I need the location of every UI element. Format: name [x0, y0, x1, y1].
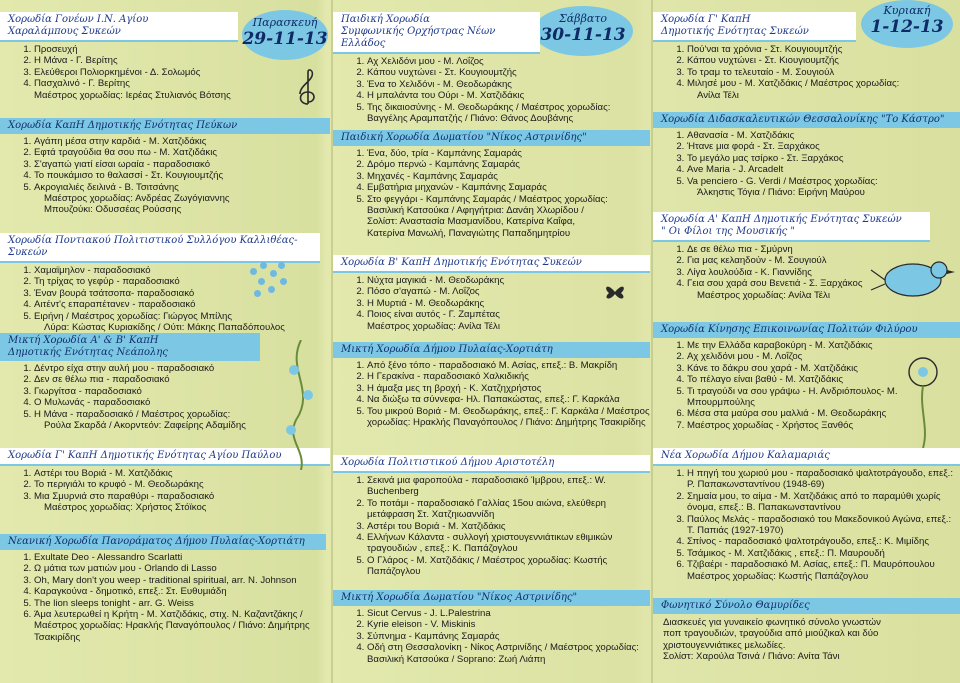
column-friday [0, 0, 330, 683]
song-list [653, 44, 960, 90]
list-item: 3. Ελεύθεροι Πολιορκημένοι - Δ. Σολωμός [34, 67, 330, 78]
choir-section [333, 130, 650, 239]
list-item: 5. Του μικρού Βοριά - Μ. Θεοδωράκης, επεξ.: Γ. Καρκάλα / Μαέστρος χορωδίας: Ηρακλής Παναγόπουλος / Πιάνο: Δημήτρης Τσακιρίδης [367, 406, 650, 429]
list-item: 1. Δέντρο είχα στην αυλή μου - παραδοσιακό [34, 363, 330, 374]
list-item: 4. Καραγκούνα - δημοτικό, επεξ.: Στ. Ευθυμιάδη [34, 586, 330, 597]
list-item: 4. Πασχαλινό - Γ. Βερίτης [34, 78, 330, 89]
list-item: 1. Με την Ελλάδα καραβοκύρη - Μ. Χατζιδάκις [687, 340, 960, 351]
list-item: 1. Αχ Χελιδόνι μου - Μ. Λοΐζος [367, 56, 650, 67]
list-item: 4. Η μπαλάντα του Ούρι - Μ. Χατζιδάκις [367, 90, 650, 101]
list-item: 6. Άμα λευτερωθεί η Κρήτη - Μ. Χατζιδάκις, στιχ. Ν. Καζαντζάκης / Μαέστρος χορωδίας: Ηρακλής Παναγόπουλος / Πιάνο: Δημήτρης Τσακιρίδης [34, 609, 330, 643]
choir-section [0, 12, 330, 101]
list-item: 3. Η Μυρτιά - Μ. Θεοδωράκης [367, 298, 650, 309]
list-item: 4. Ave Maria - J. Arcadelt [687, 164, 960, 175]
song-list [333, 475, 650, 578]
list-item: 5. Ακρογιαλιές δειλινά - Β. Τσιτσάνης [34, 182, 330, 193]
conductor-note: Άλκηστις Τόγια / Πιάνο: Ειρήνη Μαύρου [697, 187, 865, 199]
choir-section [653, 598, 960, 663]
choir-section [653, 448, 960, 582]
list-item: 2. Πόσο σ'αγαπώ - Μ. Λοΐζος [367, 286, 650, 297]
list-item: 1. Η πηγή του χωριού μου - παραδοσιακό ψαλτοτράγουδο, επεξ.: Ρ. Παπακωνσταντίνου (1948-69) [687, 468, 960, 491]
section-title: Χορωδία Β' ΚαπΗ Δημοτικής Ενότητας Συκεών [333, 255, 650, 273]
list-item: 5. Της δικαιοσύνης - Μ. Θεοδωράκης / Μαέστρος χορωδίας: [367, 102, 650, 113]
song-list [0, 44, 330, 90]
section-title: Χορωδία Ποντιακού Πολιτιστικού Συλλόγου Καλλιθέας-Συκεών [0, 233, 320, 263]
list-item: 2. Το ποτάμι - παραδοσιακό Γαλλίας 15ου αιώνα, ελεύθερη μετάφραση Στ. Χατζηιωαννίδη [367, 498, 650, 521]
list-item: 3. Λίγα λουλούδια - Κ. Γιαννίδης [687, 267, 960, 278]
conductor-note: Ρούλα Σκαρδά / Ακορντεόν: Ζαφείρης Αδαμίδης [44, 420, 246, 432]
soloist-note: Κατερίνα Μανωλή, Παναγιώτης Παπαδημητρίου [367, 227, 571, 239]
list-item: 2. Kyrie eleison - V. Miskinis [367, 619, 650, 630]
list-item: 2. Κάπου νυχτώνει - Στ. Κιουγιουμτζής [687, 55, 960, 66]
section-title: Νεανική Χορωδία Πανοράματος Δήμου Πυλαίας-Χορτιάτη [0, 534, 326, 550]
list-item: 4. Εμβατήρια μηχανών - Καμπάνης Σαμαράς [367, 182, 650, 193]
description-text: ποπ τραγουδιών, τραγούδια από μιούζικαλ και δύο [663, 628, 879, 640]
section-title: Παιδική Χορωδία Συμφωνικής Ορχήστρας Νέων Ελλάδος [333, 12, 540, 54]
description-text: Διασκευές για γυναικείο φωνητικό σύνολο γνωστών [663, 617, 881, 628]
description-text: χριστουγεννιάτικες μελωδίες. [663, 639, 786, 651]
list-item: 1. Sicut Cervus - J. L.Palestrina [367, 608, 650, 619]
list-item: 2. Ω μάτια των ματιών μου - Orlando di Lasso [34, 563, 330, 574]
section-title: Χορωδία Κίνησης Επικοινωνίας Πολιτών Φιλύρου [653, 322, 960, 338]
list-item: 4. Γεια σου χαρά σου Βενετιά - Σ. Ξαρχάκος [687, 278, 960, 289]
choir-section [333, 342, 650, 428]
section-title: Μικτή Χορωδία Δωματίου "Νίκος Αστρινίδης" [333, 590, 650, 606]
musician-note: Βαγγέλης Αραμπατζής / Πιάνο: Θάνος Δουβάνης [367, 113, 574, 125]
list-item: 4. Οδή στη Θεσσαλονίκη - Νίκος Αστρινίδης / Μαέστρος χορωδίας: Βασιλική Κατσούκα / Soprano: Ζωή Λιάπη [367, 642, 650, 665]
list-item: 4. Το πουκάμισο το θαλασσί - Στ. Κουγιουμτζής [34, 170, 330, 181]
butterfly-icon [603, 282, 627, 302]
list-item: 3. Μια Σμυρνιά στο παραθύρι - παραδοσιακό [34, 491, 330, 502]
choir-section [653, 112, 960, 198]
section-title: Χορωδία Γονέων Ι.Ν. Αγίου Χαραλάμπους Συκεών [0, 12, 238, 42]
list-item: 5. Va penciero - G. Verdi / Μαέστρος χορωδίας: [687, 176, 960, 187]
date-label: 30-11-13 [540, 25, 626, 45]
musician-note: Λύρα: Κώστας Κυριακίδης / Ούτι: Μάκης Παπαδόπουλος [44, 322, 285, 334]
choir-section [653, 12, 960, 101]
list-item: 5. Ειρήνη / Μαέστρος χορωδίας: Γιώργος Μπίλης [34, 311, 330, 322]
song-list [0, 136, 330, 193]
list-item: 2. Δρόμο περνώ - Καμπάνης Σαμαράς [367, 159, 650, 170]
list-item: 2. Ήτανε μια φορά - Στ. Ξαρχάκος [687, 141, 960, 152]
list-item: 3. Η άμαξα μες τη βροχή - Κ. Χατζηχρήστος [367, 383, 650, 394]
column-saturday [333, 0, 650, 683]
choir-section [0, 118, 330, 216]
song-list [653, 130, 960, 187]
list-item: 1. Νύχτα μαγικιά - Μ. Θεοδωράκης [367, 275, 650, 286]
list-item: 1. Πού'ναι τα χρόνια - Στ. Κουγιουμτζής [687, 44, 960, 55]
treble-clef-icon [292, 68, 322, 108]
list-item: 1. Από ξένο τόπο - παραδοσιακό Μ. Ασίας, επεξ.: Β. Μακρίδη [367, 360, 650, 371]
song-list [653, 468, 960, 582]
choir-section [333, 455, 650, 578]
list-item: 4. Σπίνος - παραδοσιακό ψαλτοτράγουδο, επεξ.: Κ. Μιμίδης [687, 536, 960, 547]
list-item: 5. Τι τραγούδι να σου γράψω - Η. Ανδριόπουλος- Μ. Μπουρμπούλης [687, 386, 960, 409]
section-title: Χορωδία Πολιτιστικού Δήμου Αριστοτέλη [333, 455, 650, 473]
song-list [333, 56, 650, 113]
list-item: 4. Ο Μυλωνάς - παραδοσιακό [34, 397, 330, 408]
column-sunday [653, 0, 960, 683]
day-label: Κυριακή [883, 4, 931, 17]
flower-vine-icon [276, 340, 326, 470]
list-item: 2. Το περιγιάλι το κρυφό - Μ. Θεοδωράκης [34, 479, 330, 490]
section-title: Παιδική Χορωδία Δωματίου "Νίκος Αστρινίδης" [333, 130, 650, 146]
list-item: 2. Για μας κελαηδούν - Μ. Σουγιούλ [687, 255, 960, 266]
list-item: 2. Κάπου νυχτώνει - Στ. Κουγιουμτζής [367, 67, 650, 78]
conductor-note: Μαέστρος χορωδίας: Ανίλα Τέλι [697, 289, 830, 301]
list-item: 1. Σεκινά μια φαροπούλα - παραδοσιακό Ίμβρου, επεξ.: W. Buchenberg [367, 475, 650, 498]
list-item: 1. Αθανασία - Μ. Χατζιδάκις [687, 130, 960, 141]
list-item: 1. Exultate Deo - Alessandro Scarlatti [34, 552, 330, 563]
list-item: 4. Ποιος είναι αυτός - Γ. Ζαμπέτας [367, 309, 650, 320]
date-label: 1-12-13 [870, 17, 944, 37]
soloist-note: Σολίστ: Χαρούλα Τσινά / Πιάνο: Ανίτα Τάνι [663, 651, 840, 663]
day-label: Σάββατο [558, 12, 608, 25]
list-item: 3. Oh, Mary don't you weep - traditional spiritual, arr. N. Johnson [34, 575, 330, 586]
list-item: 4. Μιλησέ μου - Μ. Χατζιδάκις / Μαέστρος χορωδίας: [687, 78, 960, 89]
list-item: 2. Τη τρίχας το γεφύρ - παραδοσιακό [34, 276, 330, 287]
list-item: 1. Δε σε θέλω πια - Σμύρνη [687, 244, 960, 255]
list-item: 2. Σημαία μου, το αίμα - Μ. Χατζιδάκις από το παραμύθι χωρίς όνομα, επεξ.: Β. Παπακωνσταντίνου [687, 491, 960, 514]
list-item: 1. Προσευχή [34, 44, 330, 55]
list-item: 2. Η Γερακίνα - παραδοσιακό Χαλκιδικής [367, 371, 650, 382]
list-item: 1. Χαμαϊμηλον - παραδοσιακό [34, 265, 330, 276]
list-item: 3. Το τραμ το τελευταίο - Μ. Σουγιούλ [687, 67, 960, 78]
list-item: 5. Η Μάνα - παραδοσιακό / Μαέστρος χορωδίας: [34, 409, 330, 420]
list-item: 3. Αστέρι του Βοριά - Μ. Χατζιδάκις [367, 521, 650, 532]
list-item: 2. Αχ χελιδόνι μου - Μ. Λοΐζος [687, 351, 960, 362]
section-title: Χορωδία Α' ΚαπΗ Δημοτικής Ενότητας Συκεών " Οι Φίλοι της Μουσικής " [653, 212, 930, 242]
list-item: 4. Αιτέντ'ς επαραπέτανεν - παραδοσιακό [34, 299, 330, 310]
list-item: 1. Αγάπη μέσα στην καρδιά - Μ. Χατζιδάκις [34, 136, 330, 147]
conductor-note: Μαέστρος χορωδίας: Ιερέας Στυλιανός Βότσης [34, 89, 231, 101]
conductor-note: Βασιλική Κατσούκα / Αφηγήτρια: Δανάη Χλωρίδου / [367, 205, 584, 217]
bird-icon [869, 240, 957, 310]
list-item: 3. Παύλος Μελάς - παραδοσιακό του Μακεδονικού Αγώνα, επεξ.: Τ. Παπιάς (1927-1970) [687, 514, 960, 537]
song-list [333, 608, 650, 665]
choir-section [333, 12, 650, 124]
list-item: 3. Σ'αγαπώ γιατί είσαι ωραία - παραδοσιακό [34, 159, 330, 170]
section-title: Χορωδία Διδασκαλευτικών Θεσσαλονίκης "Το Κάστρο" [653, 112, 960, 128]
list-item: 3. Σύπνημα - Καμπάνης Σαμαράς [367, 631, 650, 642]
list-item: 3. Γιωργίτσα - παραδοσιακό [34, 386, 330, 397]
section-title: Μικτή Χορωδία Δήμου Πυλαίας-Χορτιάτη [333, 342, 650, 358]
choir-section [0, 534, 330, 643]
list-item: 5. The lion sleeps tonight - arr. G. Weiss [34, 598, 330, 609]
list-item: 5. Στο φεγγάρι - Καμπάνης Σαμαράς / Μαέστρος χορωδίας: [367, 194, 650, 205]
conductor-note: Μαέστρος χορωδίας: Ανδρέας Ζωγόγιαννης [44, 193, 230, 205]
day-label: Παρασκευή [252, 16, 318, 29]
list-item: 2. Εφτά τραγούδια θα σου πω - Μ. Χατζιδάκις [34, 147, 330, 158]
conductor-note: Ανίλα Τέλι [697, 89, 739, 101]
list-item: 5. Τσάμικος - Μ. Χατζιδάκις , επεξ.: Π. Μαυρουδή [687, 548, 960, 559]
song-list [333, 148, 650, 205]
list-item: 3. Το μεγάλο μας τσίρκο - Στ. Ξαρχάκος [687, 153, 960, 164]
conductor-note: Μαέστρος χορωδίας: Ανίλα Τέλι [367, 320, 500, 332]
song-list [333, 360, 650, 428]
section-title: Χορωδία Γ' ΚαπΗ Δημοτικής Ενότητας Συκεών [653, 12, 856, 42]
list-item: 6. Μέσα στα μαύρα σου μαλλιά - Μ. Θεοδωράκης [687, 408, 960, 419]
choir-section [333, 590, 650, 665]
list-item: 6. Τζιβαέρι - παραδοσιακό Μ. Ασίας, επεξ.: Π. Μαυρόπουλου Μαέστρος χορωδίας: Κωστής Παπάζογλου [687, 559, 960, 582]
list-item: 7. Μαέστρος χορωδίας - Χρήστος Ξανθός [687, 420, 960, 431]
section-title: Φωνητικό Σύνολο Θαμυρίδες [653, 598, 960, 614]
section-title: Χορωδία ΚαπΗ Δημοτικής Ενότητας Πεύκων [0, 118, 330, 134]
song-list [0, 468, 330, 502]
list-item: 4. Το πέλαγο είναι βαθύ - Μ. Χατζιδάκις [687, 374, 960, 385]
date-label: 29-11-13 [242, 29, 328, 49]
musician-note: Μπουζούκι: Οδυσσέας Ρούσσης [44, 204, 182, 216]
section-title: Χορωδία Γ' ΚαπΗ Δημοτικής Ενότητας Αγίου Παύλου [0, 448, 330, 466]
section-title: Μικτή Χορωδία Α' & Β' ΚαπΗ Δημοτικής Ενότητας Νεάπολης [0, 333, 260, 361]
soloist-note: Σολίστ: Αναστασία Μασμανίδου, Κατερίνα Καΐφα, [367, 216, 576, 228]
list-item: 3. Κάνε το δάκρυ σου χαρά - Μ. Χατζιδάκις [687, 363, 960, 374]
list-item: 3. Μηχανές - Καμπάνης Σαμαράς [367, 171, 650, 182]
list-item: 1. Ένα, δύο, τρία - Καμπάνης Σαμαράς [367, 148, 650, 159]
list-item: 3. Ένα το Χελιδόνι - Μ. Θεοδωράκης [367, 79, 650, 90]
list-item: 4. Να διώξω τα σύννεφα- Ηλ. Παπακώστας, επεξ.: Γ. Καρκάλα [367, 394, 650, 405]
decorative-dots [250, 258, 310, 308]
flower-icon [893, 348, 953, 448]
list-item: 2. Η Μάνα - Γ. Βερίτης [34, 55, 330, 66]
section-title: Νέα Χορωδία Δήμου Καλαμαριάς [653, 448, 960, 466]
list-item: 1. Αστέρι του Βοριά - Μ. Χατζιδάκις [34, 468, 330, 479]
conductor-note: Μαέστρος χορωδίας: Χρήστος Στόϊκος [44, 502, 207, 514]
song-list [0, 552, 330, 643]
list-item: 2. Δεν σε θέλω πια - παραδοσιακό [34, 374, 330, 385]
list-item: 5. Ο Γλάρος - Μ. Χατζιδάκις / Μαέστρος χορωδίας: Κωστής Παπάζογλου [367, 555, 650, 578]
list-item: 4. Ελλήνων Κάλαντα - συλλογή χριστουγεννιάτικων εθιμικών τραγουδιών , επεξ.: Κ. Παπάζογλου [367, 532, 650, 555]
list-item: 3. Έναν βουρά τσάτσοπα- παραδοσιακό [34, 288, 330, 299]
